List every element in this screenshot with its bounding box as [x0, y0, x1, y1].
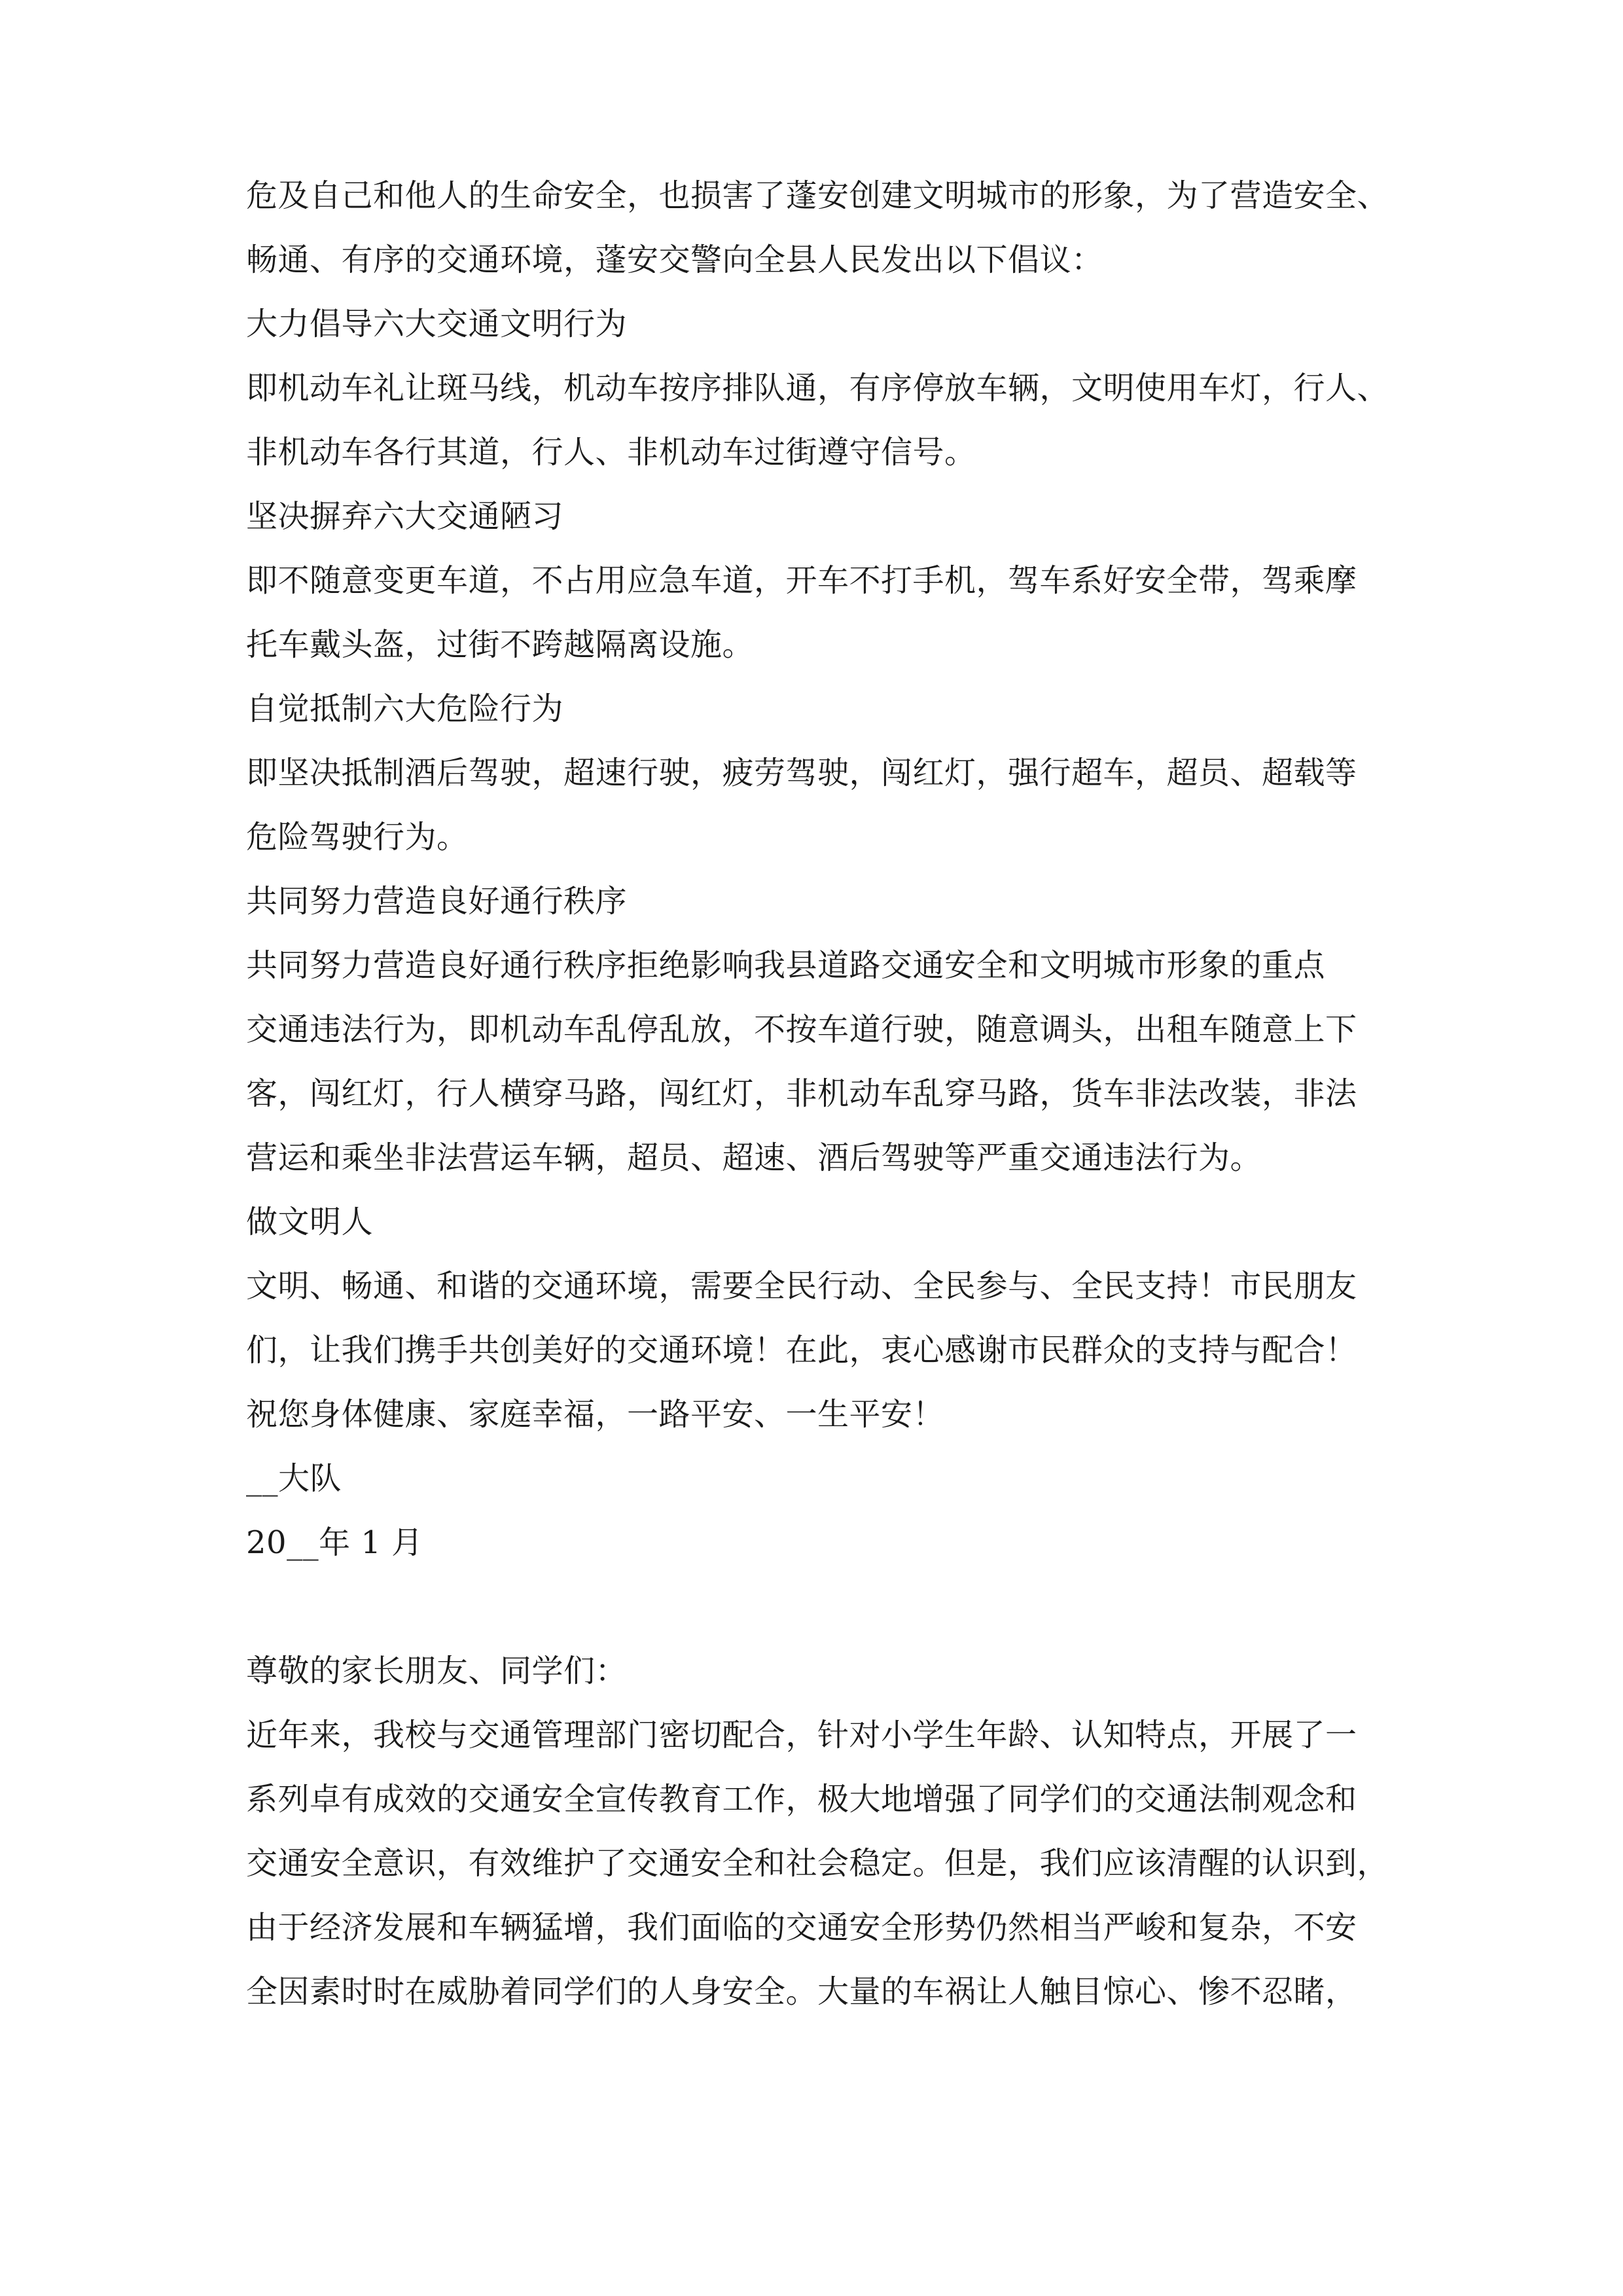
text-line: 20__年 1 月 [246, 1524, 423, 1561]
text-line: 畅通、有序的交通环境，蓬安交警向全县人民发出以下倡议： [246, 242, 1103, 278]
text-line: 自觉抵制六大危险行为 [246, 691, 564, 727]
text-line: 文明、畅通、和谐的交通环境，需要全民行动、全民参与、全民支持！市民朋友 [246, 1268, 1357, 1304]
text-line: 即不随意变更车道，不占用应急车道，开车不打手机，驾车系好安全带，驾乘摩 [246, 562, 1357, 599]
text-line: 祝您身体健康、家庭幸福，一路平安、一生平安！ [246, 1396, 945, 1433]
text-line: 营运和乘坐非法营运车辆，超员、超速、酒后驾驶等严重交通违法行为。 [246, 1139, 1262, 1176]
text-line: 全因素时时在威胁着同学们的人身安全。大量的车祸让人触目惊心、惨不忍睹， [246, 1973, 1357, 2010]
text-line: 客，闯红灯，行人横穿马路，闯红灯，非机动车乱穿马路，货车非法改装，非法 [246, 1075, 1357, 1112]
text-line: 由于经济发展和车辆猛增，我们面临的交通安全形势仍然相当严峻和复杂，不安 [246, 1909, 1357, 1946]
text-line: 交通安全意识，有效维护了交通安全和社会稳定。但是，我们应该清醒的认识到， [246, 1845, 1389, 1882]
letter-section [246, 1639, 1404, 2024]
text-line: 系列卓有成效的交通安全宣传教育工作，极大地增强了同学们的交通法制观念和 [246, 1781, 1357, 1818]
text-line: 共同努力营造良好通行秩序 [246, 883, 628, 920]
text-line: 尊敬的家长朋友、同学们： [246, 1653, 628, 1689]
text-line: 即机动车礼让斑马线，机动车按序排队通，有序停放车辆，文明使用车灯，行人、 [246, 370, 1389, 406]
text-line: 们，让我们携手共创美好的交通环境！在此，衷心感谢市民群众的支持与配合！ [246, 1332, 1357, 1369]
proposal-section [246, 164, 1404, 1575]
text-line: 危险驾驶行为。 [246, 819, 469, 855]
document-body [246, 164, 1404, 2024]
text-line: 共同努力营造良好通行秩序拒绝影响我县道路交通安全和文明城市形象的重点 [246, 947, 1326, 984]
text-line: 即坚决抵制酒后驾驶，超速行驶，疲劳驾驶，闯红灯，强行超车，超员、超载等 [246, 755, 1357, 791]
text-line: 托车戴头盔，过街不跨越隔离设施。 [246, 626, 755, 663]
text-line: 近年来，我校与交通管理部门密切配合，针对小学生年龄、认知特点，开展了一 [246, 1717, 1357, 1753]
text-line: 做文明人 [246, 1204, 374, 1240]
text-line: 非机动车各行其道，行人、非机动车过街遵守信号。 [246, 434, 976, 471]
text-line: 交通违法行为，即机动车乱停乱放，不按车道行驶，随意调头，出租车随意上下 [246, 1011, 1357, 1048]
text-line: __大队 [246, 1460, 342, 1497]
text-line: 大力倡导六大交通文明行为 [246, 306, 628, 342]
text-line: 坚决摒弃六大交通陋习 [246, 498, 564, 535]
section-gap [246, 1575, 1404, 1639]
text-line: 危及自己和他人的生命安全，也损害了蓬安创建文明城市的形象，为了营造安全、 [246, 177, 1389, 214]
